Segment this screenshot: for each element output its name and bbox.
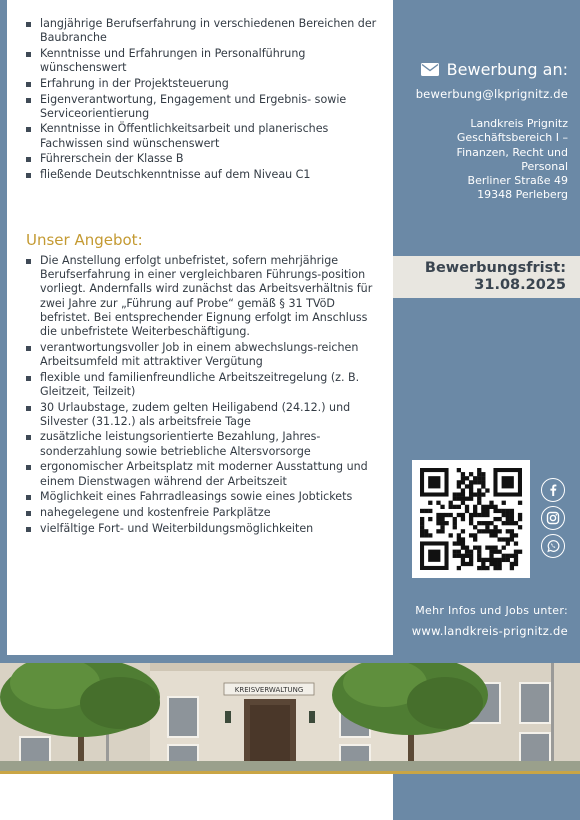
apply-email-link[interactable]: bewerbung@lkprignitz.de — [415, 87, 568, 101]
list-item: Eigenverantwortung, Engagement und Ergebnis- sowie Serviceorientierung — [25, 93, 383, 121]
more-info-label: Mehr Infos und Jobs unter: — [415, 604, 568, 617]
bullet — [26, 173, 31, 178]
whatsapp-icon[interactable] — [541, 534, 565, 558]
bullet — [26, 127, 31, 132]
bullet — [26, 527, 31, 532]
list-item: flexible und familienfreundliche Arbeitszeitregelung (z. B. Gleitzeit, Teilzeit) — [25, 371, 383, 399]
postal-address: Landkreis Prignitz Geschäftsbereich I – Finanzen, Recht und Personal Berliner Straße 49 19348 Perleberg — [456, 117, 568, 202]
qr-code-pattern — [412, 460, 530, 578]
qr-code[interactable] — [412, 460, 530, 578]
bullet — [26, 52, 31, 57]
bullet — [26, 259, 31, 264]
list-item: langjährige Berufserfahrung in verschiedenen Bereichen der Baubranche — [25, 17, 383, 45]
list-item: ergonomischer Arbeitsplatz mit moderner Ausstattung und einem Dienstwagen während der Arbeitszeit — [25, 460, 383, 488]
bullet — [26, 157, 31, 162]
requirements-list — [25, 17, 383, 184]
list-item: Führerschein der Klasse B — [25, 152, 383, 166]
bullet — [26, 495, 31, 500]
list-item: Erfahrung in der Projektsteuerung — [25, 77, 383, 91]
list-item: fließende Deutschkenntnisse auf dem Niveau C1 — [25, 168, 383, 182]
apply-title: Bewerbung an: — [421, 60, 568, 79]
bullet — [26, 465, 31, 470]
bullet — [26, 376, 31, 381]
bullet — [26, 82, 31, 87]
list-item: Möglichkeit eines Fahrradleasings sowie eines Jobtickets — [25, 490, 383, 504]
bullet — [26, 511, 31, 516]
list-item: zusätzliche leistungsorientierte Bezahlung, Jahres-sonderzahlung sowie betriebliche Altersvorsorge — [25, 430, 383, 458]
list-item: nahegelegene und kostenfreie Parkplätze — [25, 506, 383, 520]
deadline-box — [393, 256, 580, 298]
list-item: Die Anstellung erfolgt unbefristet, sofern mehrjährige Berufserfahrung in einer vergleichbaren Führungs-position vorliegt. Andernfalls wird zunächst das Arbeitsverhältnis für zwei Jahre zur „Führung auf Probe“ gemäß § 31 TVöD befristet. Bei entsprechender Eignung erfolgt im Anschluss die unbefristete Weiterbeschäftigung. — [25, 254, 383, 339]
bullet — [26, 435, 31, 440]
website-link[interactable]: www.landkreis-prignitz.de — [411, 624, 568, 638]
deadline-label: Bewerbungsfrist: — [424, 260, 566, 276]
offer-list — [25, 254, 383, 537]
bullet — [26, 22, 31, 27]
deadline-date: 31.08.2025 — [474, 277, 566, 293]
list-item: 30 Urlaubstage, zudem gelten Heiligabend (24.12.) und Silvester (31.12.) als arbeitsfreie Tage — [25, 401, 383, 429]
building-photo — [0, 663, 580, 771]
instagram-icon[interactable] — [541, 506, 565, 530]
building-illustration — [0, 663, 580, 771]
bullet — [26, 406, 31, 411]
bullet — [26, 346, 31, 351]
list-item: Kenntnisse und Erfahrungen in Personalführung wünschenswert — [25, 47, 383, 75]
offer-heading: Unser Angebot: — [26, 231, 143, 249]
content-card — [7, 0, 393, 655]
mail-icon — [421, 63, 439, 76]
facebook-icon[interactable] — [541, 478, 565, 502]
list-item: verantwortungsvoller Job in einem abwechslungs-reichen Arbeitsumfeld mit attraktiver Vergütung — [25, 341, 383, 369]
footer-blank — [0, 774, 393, 820]
building-sign-text: KREISVERWALTUNG — [234, 686, 304, 694]
list-item: Kenntnisse in Öffentlichkeitsarbeit und planerisches Fachwissen sind wünschenswert — [25, 122, 383, 150]
list-item: vielfältige Fort- und Weiterbildungsmöglichkeiten — [25, 522, 383, 536]
bullet — [26, 98, 31, 103]
